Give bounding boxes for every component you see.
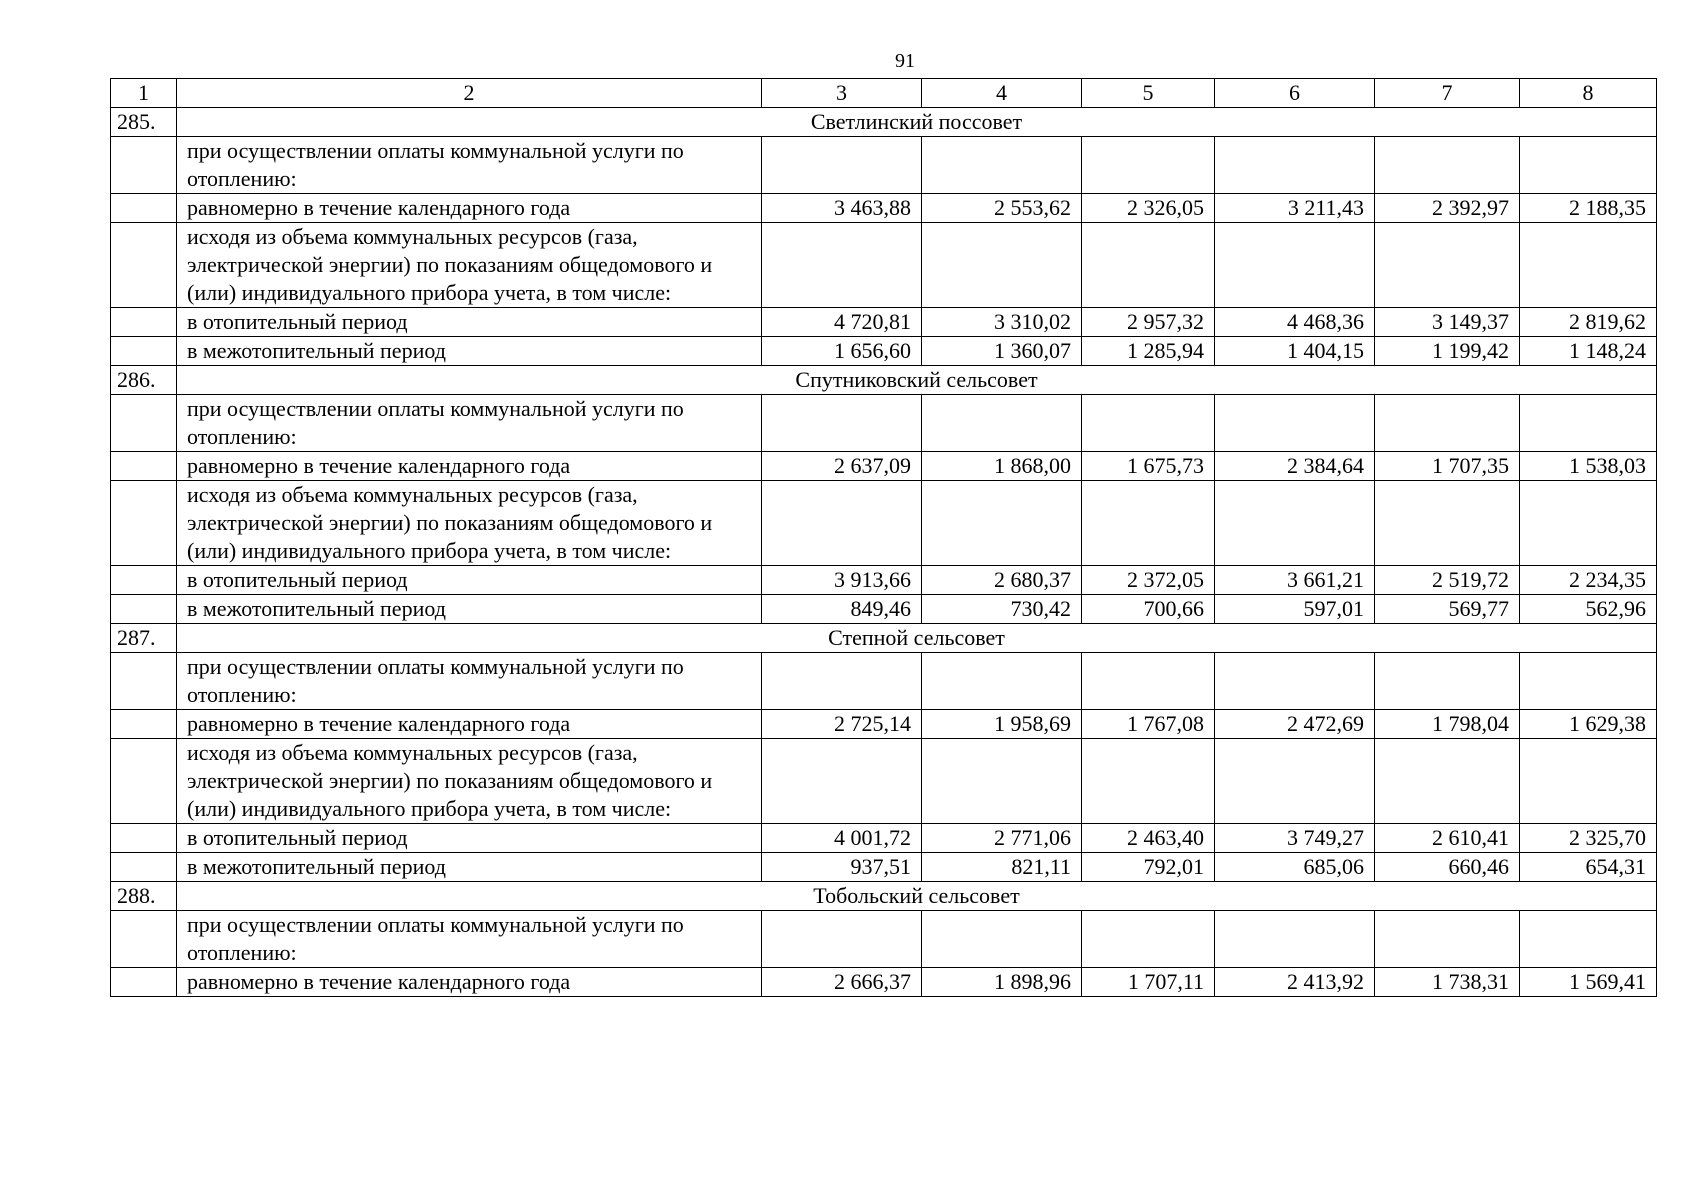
table-row	[111, 911, 1657, 968]
index-cell	[111, 308, 177, 337]
section-index: 286.	[111, 366, 177, 395]
value-cell: 569,77	[1375, 595, 1520, 624]
column-number: 3	[762, 79, 922, 108]
value-cell: 1 707,11	[1082, 968, 1215, 997]
index-cell	[111, 653, 177, 710]
value-cell	[1215, 223, 1375, 308]
value-cell	[1215, 481, 1375, 566]
value-cell: 700,66	[1082, 595, 1215, 624]
value-cell	[762, 223, 922, 308]
row-label: равномерно в течение календарного года	[177, 710, 762, 739]
index-cell	[111, 481, 177, 566]
table-row	[111, 452, 1657, 481]
value-cell: 4 720,81	[762, 308, 922, 337]
value-cell: 2 372,05	[1082, 566, 1215, 595]
value-cell: 1 707,35	[1375, 452, 1520, 481]
row-label: при осуществлении оплаты коммунальной услуги по отоплению:	[177, 395, 762, 452]
value-cell: 2 957,32	[1082, 308, 1215, 337]
value-cell: 2 666,37	[762, 968, 922, 997]
value-cell: 1 868,00	[922, 452, 1082, 481]
value-cell: 2 392,97	[1375, 194, 1520, 223]
table-row	[111, 137, 1657, 194]
value-cell: 1 898,96	[922, 968, 1082, 997]
value-cell: 2 771,06	[922, 824, 1082, 853]
value-cell: 562,96	[1520, 595, 1657, 624]
value-cell	[922, 395, 1082, 452]
value-cell: 1 675,73	[1082, 452, 1215, 481]
table-row	[111, 395, 1657, 452]
value-cell: 1 798,04	[1375, 710, 1520, 739]
value-cell: 1 629,38	[1520, 710, 1657, 739]
value-cell	[1520, 653, 1657, 710]
value-cell	[922, 653, 1082, 710]
value-cell	[1520, 223, 1657, 308]
column-number: 8	[1520, 79, 1657, 108]
value-cell	[762, 137, 922, 194]
value-cell	[1520, 395, 1657, 452]
value-cell: 730,42	[922, 595, 1082, 624]
value-cell: 2 680,37	[922, 566, 1082, 595]
value-cell	[922, 223, 1082, 308]
section-title: Спутниковский сельсовет	[177, 366, 1657, 395]
column-number: 6	[1215, 79, 1375, 108]
section-header-row	[111, 108, 1657, 137]
row-label: исходя из объема коммунальных ресурсов (газа, электрической энергии) по показаниям общедомового и (или) индивидуального прибора учета, в том числе:	[177, 739, 762, 824]
value-cell: 3 749,27	[1215, 824, 1375, 853]
value-cell	[1375, 137, 1520, 194]
value-cell	[922, 739, 1082, 824]
table-row	[111, 710, 1657, 739]
value-cell: 3 149,37	[1375, 308, 1520, 337]
value-cell: 3 211,43	[1215, 194, 1375, 223]
value-cell: 2 326,05	[1082, 194, 1215, 223]
column-number-row	[111, 79, 1657, 108]
value-cell: 1 360,07	[922, 337, 1082, 366]
table-row	[111, 739, 1657, 824]
index-cell	[111, 853, 177, 882]
value-cell: 2 819,62	[1520, 308, 1657, 337]
value-cell: 1 569,41	[1520, 968, 1657, 997]
index-cell	[111, 566, 177, 595]
value-cell: 2 610,41	[1375, 824, 1520, 853]
index-cell	[111, 595, 177, 624]
value-cell: 2 325,70	[1520, 824, 1657, 853]
row-label: при осуществлении оплаты коммунальной услуги по отоплению:	[177, 911, 762, 968]
value-cell: 1 738,31	[1375, 968, 1520, 997]
value-cell	[922, 137, 1082, 194]
row-label: исходя из объема коммунальных ресурсов (газа, электрической энергии) по показаниям общедомового и (или) индивидуального прибора учета, в том числе:	[177, 481, 762, 566]
row-label: в отопительный период	[177, 566, 762, 595]
section-index: 287.	[111, 624, 177, 653]
row-label: при осуществлении оплаты коммунальной услуги по отоплению:	[177, 137, 762, 194]
value-cell	[1082, 395, 1215, 452]
value-cell	[762, 481, 922, 566]
value-cell: 2 234,35	[1520, 566, 1657, 595]
index-cell	[111, 337, 177, 366]
value-cell	[1375, 739, 1520, 824]
value-cell: 2 472,69	[1215, 710, 1375, 739]
index-cell	[111, 137, 177, 194]
value-cell: 2 725,14	[762, 710, 922, 739]
value-cell: 2 188,35	[1520, 194, 1657, 223]
index-cell	[111, 911, 177, 968]
value-cell: 849,46	[762, 595, 922, 624]
row-label: равномерно в течение календарного года	[177, 194, 762, 223]
value-cell	[1375, 481, 1520, 566]
value-cell	[1082, 911, 1215, 968]
row-label: равномерно в течение календарного года	[177, 968, 762, 997]
row-label: при осуществлении оплаты коммунальной услуги по отоплению:	[177, 653, 762, 710]
value-cell	[762, 653, 922, 710]
row-label: в межотопительный период	[177, 337, 762, 366]
value-cell	[762, 395, 922, 452]
table-row	[111, 566, 1657, 595]
index-cell	[111, 739, 177, 824]
value-cell: 654,31	[1520, 853, 1657, 882]
index-cell	[111, 194, 177, 223]
value-cell	[1215, 739, 1375, 824]
table-row	[111, 824, 1657, 853]
section-index: 285.	[111, 108, 177, 137]
value-cell	[1082, 653, 1215, 710]
value-cell: 660,46	[1375, 853, 1520, 882]
value-cell: 3 463,88	[762, 194, 922, 223]
table-row	[111, 337, 1657, 366]
value-cell: 792,01	[1082, 853, 1215, 882]
value-cell	[1215, 137, 1375, 194]
row-label: исходя из объема коммунальных ресурсов (газа, электрической энергии) по показаниям общедомового и (или) индивидуального прибора учета, в том числе:	[177, 223, 762, 308]
value-cell: 2 384,64	[1215, 452, 1375, 481]
value-cell: 685,06	[1215, 853, 1375, 882]
value-cell: 1 656,60	[762, 337, 922, 366]
section-title: Светлинский поссовет	[177, 108, 1657, 137]
value-cell: 1 404,15	[1215, 337, 1375, 366]
value-cell: 1 199,42	[1375, 337, 1520, 366]
tariff-table	[110, 78, 1657, 997]
table-row	[111, 653, 1657, 710]
value-cell	[1375, 911, 1520, 968]
table-row	[111, 194, 1657, 223]
table-row	[111, 595, 1657, 624]
value-cell: 1 285,94	[1082, 337, 1215, 366]
value-cell	[1520, 739, 1657, 824]
table-row	[111, 308, 1657, 337]
index-cell	[111, 452, 177, 481]
row-label: в отопительный период	[177, 824, 762, 853]
value-cell	[1520, 911, 1657, 968]
value-cell: 4 001,72	[762, 824, 922, 853]
index-cell	[111, 395, 177, 452]
value-cell	[922, 481, 1082, 566]
value-cell: 2 519,72	[1375, 566, 1520, 595]
value-cell	[1215, 653, 1375, 710]
value-cell: 2 463,40	[1082, 824, 1215, 853]
value-cell: 2 413,92	[1215, 968, 1375, 997]
value-cell	[1375, 395, 1520, 452]
value-cell	[762, 739, 922, 824]
value-cell	[762, 911, 922, 968]
value-cell	[1082, 739, 1215, 824]
value-cell: 2 553,62	[922, 194, 1082, 223]
value-cell: 3 310,02	[922, 308, 1082, 337]
value-cell	[1215, 911, 1375, 968]
value-cell	[1375, 223, 1520, 308]
column-number: 1	[111, 79, 177, 108]
value-cell	[1520, 481, 1657, 566]
index-cell	[111, 223, 177, 308]
value-cell: 1 148,24	[1520, 337, 1657, 366]
value-cell: 1 958,69	[922, 710, 1082, 739]
table-row	[111, 968, 1657, 997]
table-row	[111, 853, 1657, 882]
column-number: 4	[922, 79, 1082, 108]
value-cell: 821,11	[922, 853, 1082, 882]
section-title: Степной сельсовет	[177, 624, 1657, 653]
value-cell	[1082, 223, 1215, 308]
section-header-row	[111, 366, 1657, 395]
value-cell: 4 468,36	[1215, 308, 1375, 337]
page-number: 91	[895, 50, 915, 72]
value-cell	[1215, 395, 1375, 452]
value-cell: 3 661,21	[1215, 566, 1375, 595]
column-number: 7	[1375, 79, 1520, 108]
row-label: в отопительный период	[177, 308, 762, 337]
section-header-row	[111, 624, 1657, 653]
column-number: 5	[1082, 79, 1215, 108]
value-cell	[1082, 481, 1215, 566]
index-cell	[111, 968, 177, 997]
index-cell	[111, 710, 177, 739]
section-title: Тобольский сельсовет	[177, 882, 1657, 911]
section-index: 288.	[111, 882, 177, 911]
value-cell	[1520, 137, 1657, 194]
value-cell: 1 767,08	[1082, 710, 1215, 739]
value-cell	[1082, 137, 1215, 194]
row-label: равномерно в течение календарного года	[177, 452, 762, 481]
table-row	[111, 481, 1657, 566]
value-cell: 937,51	[762, 853, 922, 882]
value-cell: 2 637,09	[762, 452, 922, 481]
value-cell: 1 538,03	[1520, 452, 1657, 481]
value-cell: 3 913,66	[762, 566, 922, 595]
table-row	[111, 223, 1657, 308]
row-label: в межотопительный период	[177, 853, 762, 882]
column-number: 2	[177, 79, 762, 108]
value-cell	[922, 911, 1082, 968]
value-cell: 597,01	[1215, 595, 1375, 624]
value-cell	[1375, 653, 1520, 710]
row-label: в межотопительный период	[177, 595, 762, 624]
index-cell	[111, 824, 177, 853]
section-header-row	[111, 882, 1657, 911]
